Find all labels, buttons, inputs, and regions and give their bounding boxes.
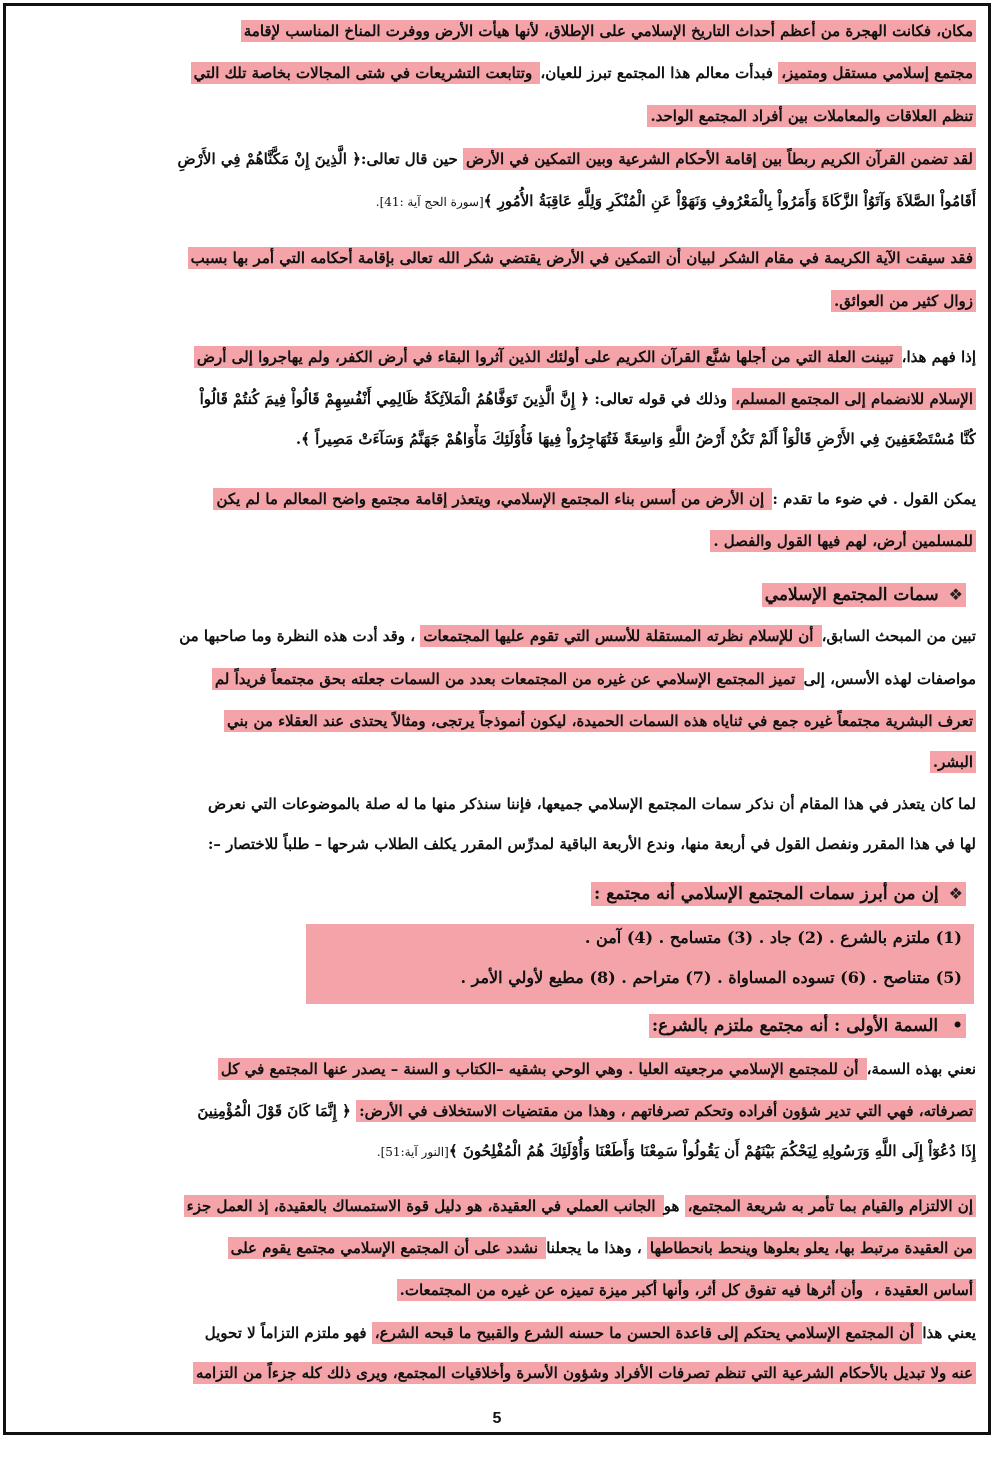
text-line: [14, 186, 976, 216]
section-heading: [591, 878, 966, 910]
highlighted-text: أن للمجتمع الإسلامي مرجعيته العليا . وهي الوحي بشقيه –الكتاب و السنة – يصدر عنها المجتمع في كل: [218, 1058, 867, 1080]
quran-verse: أَقَامُواْ الصَّلاَةَ وَآتَوُاْ الزَّكَاةَ وَأَمَرُواْ بِالْمَعْرُوفِ وَنَهَوْاْ عَنِ الْمُنْكَرِ وَلِلَّهِ عَاقِبَةُ الأُمُورِ ﴾: [483, 192, 976, 210]
highlighted-text: الجانب العملي في العقيدة، هو دليل قوة الاستمساك بالعقيدة، إذ العمل جزء: [184, 1195, 664, 1217]
text-line: [14, 747, 976, 777]
text-segment: مواصفات لهذه الأسس، إلى: [803, 670, 976, 688]
text-line: [14, 1136, 976, 1166]
text-segment: لها في هذا المقرر ونفصل القول في أربعة منها، وندع الأربعة الباقية لمدرِّس المقرر يكلف الطلاب شرحها – طلباً للاختصار –:: [207, 835, 976, 853]
text-line: [14, 484, 976, 514]
text-line: [14, 1358, 976, 1388]
traits-row: (5) متناصح . (6) تسوده المساواة . (7) متراحم . (8) مطيع لأولي الأمر .: [460, 968, 962, 987]
text-segment: فبدأت معالم هذا المجتمع تبرز للعيان،: [540, 64, 779, 82]
highlighted-text: تبينت العلة التي من أجلها شنَّع القرآن الكريم على أولئك الذين آثروا البقاء في أرض الكفر، ولم يهاجروا إلى أرض: [194, 346, 902, 368]
text-segment: يعني هذا: [922, 1324, 976, 1342]
highlighted-text: عنه ولا تبديل بالأحكام الشرعية التي تنظم تصرفات الأفراد وشؤون الأسرة وأخلاقيات المجتمع، ويرى ذلك كله جزءاً من التزامه: [193, 1362, 976, 1384]
text-segment: ، وقد أدت هذه النظرة وما صاحبها من: [179, 627, 421, 645]
text-segment: تبين من المبحث السابق،: [821, 627, 976, 645]
traits-row: (1) ملتزم بالشرع . (2) جاد . (3) متسامح . (4) آمن .: [584, 928, 962, 947]
highlighted-text: تعرف البشرية مجتمعاً غيره جمع في ثناياه هذه السمات الحميدة، ليكون أنموذجاً يرتجى، ومثالاً يحتذى عند العقلاء من بني: [224, 710, 976, 732]
text-segment: ، وهذا ما يجعلنا: [546, 1239, 647, 1257]
text-line: [14, 144, 976, 174]
highlighted-text: أن المجتمع الإسلامي يحتكم إلى قاعدة الحسن ما حسنه الشرع والقبيح ما قبحه الشرع،: [372, 1322, 923, 1344]
highlighted-text: وتتابعت التشريعات في شتى المجالات بخاصة تلك التي: [191, 62, 541, 84]
highlighted-text: الإسلام للانضمام إلى المجتمع المسلم،: [732, 388, 976, 410]
text-line: [14, 243, 976, 273]
text-segment: إذا فهم هذا،: [901, 348, 976, 366]
quran-verse: كُنَّا مُسْتَضْعَفِينَ فِي الأَرْضِ قَالْوَاْ أَلَمْ تَكُنْ أَرْضُ اللَّهِ وَاسِعَةً فَتُهَاجِرُواْ فِيهَا فَأُوْلَئِكَ مَأْوَاهُمْ جَهَنَّمُ وَسَآءَتْ مَصِيراً ﴾.: [295, 430, 976, 448]
text-segment: فهو ملتزم التزاماً لا تحويل: [204, 1324, 372, 1342]
document-page: [3, 3, 991, 1435]
highlighted-text: زوال كثير من العوائق.: [831, 290, 976, 312]
text-line: [14, 1318, 976, 1348]
text-line: [14, 424, 976, 454]
text-line: [14, 342, 976, 372]
text-line: [14, 1191, 976, 1221]
text-line: [14, 526, 976, 556]
section-heading: [762, 579, 966, 611]
text-line: [14, 1054, 976, 1084]
quran-verse: إِذَا دُعُوٓاْ إِلَى اللَّهِ وَرَسُولِهِ لِيَحْكُمَ بَيْنَهُمْ أَن يَقُولُواْ سَمِعْنَا وَأَطَعْنَا وَأُوْلَئِكَ هُمُ الْمُفْلِحُونَ ﴾: [448, 1142, 976, 1160]
text-line: [14, 621, 976, 651]
highlighted-text: مكان، فكانت الهجرة من أعظم أحداث التاريخ الإسلامي على الإطلاق، لأنها هيأت الأرض ووفرت المناخ المناسب لإقامة: [241, 20, 976, 42]
text-segment: يمكن القول . في ضوء ما تقدم :: [772, 490, 976, 508]
diamond-bullet-icon: ❖: [948, 884, 963, 903]
page-number: 5: [492, 1410, 502, 1427]
text-line: [14, 16, 976, 46]
text-line: [14, 286, 976, 316]
text-segment: لما كان يتعذر في هذا المقام أن نذكر سمات المجتمع الإسلامي جميعها، فإننا سنذكر منها ما له صلة بالموضوعات التي نعرض: [207, 795, 976, 813]
highlighted-text: لقد تضمن القرآن الكريم ربطاً بين إقامة الأحكام الشرعية وبين التمكين في الأرض: [463, 148, 976, 170]
text-line: [14, 829, 976, 859]
highlighted-text: إن الالتزام والقيام بما تأمر به شريعة المجتمع،: [685, 1195, 976, 1217]
highlighted-text: أساس العقيدة ،: [871, 1279, 976, 1301]
heading-text: سمات المجتمع الإسلامي: [764, 585, 939, 605]
text-line: [14, 1096, 976, 1126]
verse-reference: [سورة الحج آية :41].: [375, 195, 484, 209]
text-line: [14, 789, 976, 819]
text-segment: هو: [663, 1197, 685, 1215]
quran-verse: ﴿ إِنَّمَا كَانَ قَوْلَ الْمُؤْمِنِينَ: [197, 1102, 357, 1120]
highlighted-text: نشدد على أن المجتمع الإسلامي مجتمع يقوم على: [228, 1237, 547, 1259]
text-line: [14, 664, 976, 694]
text-segment: نعني بهذه السمة،: [866, 1060, 976, 1078]
bullet-icon: •: [952, 1016, 963, 1036]
text-line: [14, 58, 976, 88]
text-line: [14, 384, 976, 414]
heading-text: إن من أبرز سمات المجتمع الإسلامي أنه مجتمع :: [594, 884, 939, 904]
highlighted-text: مجتمع إسلامي مستقل ومتميز،: [778, 62, 976, 84]
verse-reference: [النور آية:51].: [376, 1145, 449, 1159]
heading-text: السمة الأولى : أنه مجتمع ملتزم بالشرع:: [651, 1016, 939, 1036]
highlighted-text: تميز المجتمع الإسلامي عن غيره من المجتمعات بعدد من السمات جعلته بحق مجتمعاً فريداً لم: [212, 668, 804, 690]
highlighted-text: فقد سيقت الآية الكريمة في مقام الشكر لبيان أن التمكين في الأرض يقتضي شكر الله تعالى بإقامة أحكامه التي أمر بها بسبب: [188, 247, 976, 269]
highlighted-text: للمسلمين أرض، لهم فيها القول والفصل .: [710, 530, 976, 552]
text-line: [14, 1275, 976, 1305]
quran-verse: حين قال تعالى:﴿ الَّذِينَ إِنْ مَكَّنَّاهُمْ فِي الأَرْضِ: [177, 150, 464, 168]
text-line: [14, 1233, 976, 1263]
highlighted-text: من العقيدة مرتبط بها، يعلو بعلوها وينحط بانحطاطها: [647, 1237, 976, 1259]
text-line: [14, 706, 976, 736]
text-line: [14, 101, 976, 131]
highlighted-text: تصرفاته، فهي التي تدير شؤون أفراده وتحكم تصرفاتهم ، وهذا من مقتضيات الاستخلاف في الأرض:: [356, 1100, 976, 1122]
highlighted-text: وأن أثرها فيه تفوق كل أثر، وأنها أكبر ميزة تميزه عن غيره من المجتمعات.: [397, 1279, 872, 1301]
highlighted-text: البشر.: [930, 751, 976, 773]
section-heading: [649, 1010, 966, 1042]
quran-verse: وذلك في قوله تعالى: ﴿ إِنَّ الَّذِينَ تَوَفَّاهُمُ الْمَلآئِكَةُ ظَالِمِي أَنْفُسِهِمْ قَالُواْ فِيمَ كُنتُمْ قَالُواْ: [199, 390, 733, 408]
highlighted-text: أن للإسلام نظرته المستقلة للأسس التي تقوم عليها المجتمعات: [420, 625, 821, 647]
highlighted-text: إن الأرض من أسس بناء المجتمع الإسلامي، ويتعذر إقامة مجتمع واضح المعالم ما لم يكن: [213, 488, 772, 510]
highlighted-text: تنظم العلاقات والمعاملات بين أفراد المجتمع الواحد.: [647, 105, 976, 127]
diamond-bullet-icon: ❖: [948, 585, 963, 604]
